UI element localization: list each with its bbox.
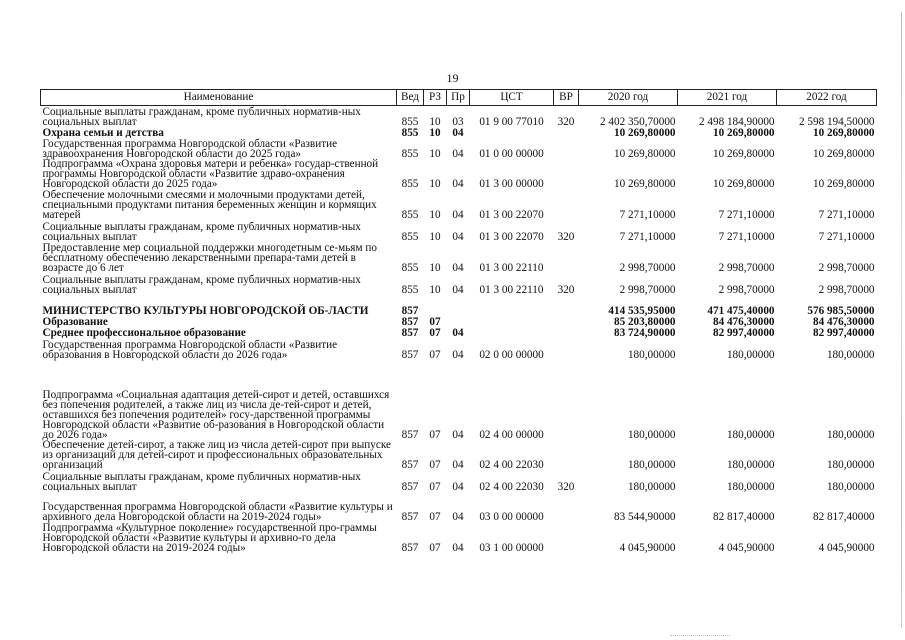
table-row [41, 440, 877, 470]
row-cst: 01 3 00 22070 [479, 230, 544, 243]
row-ved: 857 [401, 326, 419, 339]
row-name: Обеспечение молочными смесями и молочными продуктами детей, специальными продуктами питания беременных женщин и кормящих матерей [42, 188, 377, 221]
row-name: Подпрограмма «Охрана здоровья матери и ребенка» государ-ственной программы Новгородской области «Развитие здраво-охранения Новгородской области до 2025 года» [42, 157, 379, 190]
row-value-2020: 180,00000 [627, 480, 676, 493]
row-rz: 07 [429, 428, 441, 441]
row-value-2020: 2 998,70000 [619, 261, 676, 274]
row-pr: 04 [452, 541, 464, 554]
row-vr [554, 159, 579, 189]
header-2022: 2022 год [777, 90, 877, 106]
row-value-2020: 83 724,90000 [613, 326, 676, 339]
row-pr: 04 [452, 147, 464, 160]
row-value-2020: 180,00000 [627, 428, 676, 441]
row-vr [554, 189, 579, 220]
row-pr: 04 [452, 510, 464, 523]
row-vr [554, 316, 579, 327]
row-value-2022: 7 271,10000 [818, 230, 875, 243]
row-value-2022: 84 476,30000 [812, 315, 875, 328]
row-name: Образование [42, 315, 108, 328]
row-value-2021: 82 817,40000 [712, 510, 775, 523]
row-rz: 10 [429, 283, 441, 296]
row-vr [554, 360, 579, 440]
row-cst [470, 327, 554, 338]
row-rz: 10 [429, 115, 441, 128]
row-value-2022: 4 045,90000 [818, 541, 875, 554]
header-name: Наименование [41, 90, 397, 106]
row-pr: 04 [452, 230, 464, 243]
row-value-2020: 7 271,10000 [619, 230, 676, 243]
row-cst: 01 3 00 22110 [479, 283, 544, 296]
row-name: Социальные выплаты гражданам, кроме публичных норматив-ных социальных выплат [42, 470, 361, 493]
header-rz: РЗ [424, 90, 447, 106]
table-row [41, 492, 877, 522]
row-ved: 855 [401, 261, 419, 274]
row-pr: 04 [452, 261, 464, 274]
row-rz: 10 [429, 147, 441, 160]
row-value-2020: 83 544,90000 [613, 510, 676, 523]
table-row [41, 159, 877, 189]
table-row [41, 273, 877, 295]
row-value-2020: 4 045,90000 [619, 541, 676, 554]
row-value-2022: 180,00000 [826, 428, 875, 441]
row-value-2021: 7 271,10000 [718, 230, 775, 243]
row-value-2022: 2 998,70000 [818, 261, 875, 274]
page-number: 19 [446, 71, 459, 85]
row-value-2021: 2 998,70000 [718, 261, 775, 274]
row-value-2021: 2 998,70000 [718, 283, 775, 296]
row-ved: 855 [401, 208, 419, 221]
row-rz: 10 [429, 177, 441, 190]
row-ved: 855 [401, 177, 419, 190]
row-value-2021: 180,00000 [726, 458, 775, 471]
row-rz: 07 [429, 326, 441, 339]
row-value-2022: 10 269,80000 [812, 147, 875, 160]
table-row [41, 470, 877, 492]
row-value-2022: 10 269,80000 [812, 126, 875, 139]
header-pr: Пр [447, 90, 470, 106]
row-rz: 10 [429, 208, 441, 221]
row-vr [554, 327, 579, 338]
row-vr: 320 [557, 283, 575, 296]
table-row [41, 138, 877, 159]
row-vr [554, 522, 579, 553]
row-vr [554, 295, 579, 316]
row-pr [447, 316, 470, 327]
row-ved: 855 [401, 147, 419, 160]
row-value-2022: 82 997,40000 [812, 326, 875, 339]
table-row [41, 295, 877, 316]
row-cst: 02 0 00 00000 [479, 348, 544, 361]
row-pr: 04 [452, 177, 464, 190]
row-rz [424, 295, 447, 316]
row-value-2020: 2 402 350,70000 [599, 115, 676, 128]
row-pr: 04 [452, 480, 464, 493]
row-pr: 04 [452, 208, 464, 221]
row-value-2021: 2 498 184,90000 [698, 115, 775, 128]
row-rz: 07 [429, 480, 441, 493]
row-rz: 07 [429, 541, 441, 554]
table-row [41, 127, 877, 138]
row-ved: 855 [401, 115, 419, 128]
row-vr: 320 [557, 230, 575, 243]
header-2020: 2020 год [579, 90, 678, 106]
row-value-2022: 2 598 194,50000 [798, 115, 875, 128]
table-row [41, 338, 877, 360]
budget-table [40, 89, 877, 553]
row-pr: 04 [452, 428, 464, 441]
row-pr: 04 [452, 348, 464, 361]
table-row [41, 189, 877, 220]
row-value-2022: 82 817,40000 [812, 510, 875, 523]
row-value-2021: 82 997,40000 [712, 326, 775, 339]
row-value-2022: 7 271,10000 [818, 208, 875, 221]
row-value-2020: 85 203,80000 [613, 315, 676, 328]
row-ved: 857 [401, 510, 419, 523]
row-name: Социальные выплаты гражданам, кроме публичных норматив-ных социальных выплат [42, 220, 361, 243]
row-cst: 03 1 00 00000 [479, 541, 544, 554]
row-value-2021: 10 269,80000 [712, 126, 775, 139]
header-cst: ЦСТ [470, 90, 554, 106]
row-value-2021: 84 476,30000 [712, 315, 775, 328]
row-name: Охрана семьи и детства [42, 126, 164, 139]
row-pr: 04 [452, 326, 464, 339]
row-value-2020: 2 998,70000 [619, 283, 676, 296]
row-name: Среднее профессиональное образование [42, 326, 246, 339]
row-value-2020: 180,00000 [627, 348, 676, 361]
row-rz: 07 [429, 348, 441, 361]
header-vr: ВР [554, 90, 579, 106]
row-ved: 857 [401, 480, 419, 493]
row-name: МИНИСТЕРСТВО КУЛЬТУРЫ НОВГОРОДСКОЙ ОБ-ЛАСТИ [42, 304, 369, 317]
row-vr [554, 127, 579, 138]
row-value-2021: 471 475,40000 [707, 304, 775, 317]
row-name: Государственная программа Новгородской области «Развитие образования в Новгородской области до 2026 года» [42, 338, 338, 361]
row-value-2022: 180,00000 [826, 458, 875, 471]
row-ved: 857 [401, 315, 419, 328]
row-ved: 857 [401, 304, 419, 317]
row-rz: 07 [429, 510, 441, 523]
header-2021: 2021 год [678, 90, 777, 106]
row-cst: 02 4 00 22030 [479, 480, 544, 493]
row-name: Социальные выплаты гражданам, кроме публичных норматив-ных социальных выплат [42, 105, 361, 128]
table-body [41, 106, 877, 553]
row-cst: 03 0 00 00000 [479, 510, 544, 523]
row-name: Социальные выплаты гражданам, кроме публичных норматив-ных социальных выплат [42, 273, 361, 296]
row-pr: 04 [452, 283, 464, 296]
row-value-2021: 180,00000 [726, 428, 775, 441]
row-value-2021: 10 269,80000 [712, 177, 775, 190]
row-value-2021: 180,00000 [726, 480, 775, 493]
row-value-2020: 10 269,80000 [613, 147, 676, 160]
row-rz: 10 [429, 261, 441, 274]
row-value-2022: 180,00000 [826, 348, 875, 361]
row-vr [554, 492, 579, 522]
table-row [41, 242, 877, 273]
row-value-2021: 180,00000 [726, 348, 775, 361]
row-cst: 02 4 00 00000 [479, 428, 544, 441]
row-value-2022: 180,00000 [826, 480, 875, 493]
row-cst: 01 0 00 00000 [479, 147, 544, 160]
row-value-2021: 4 045,90000 [718, 541, 775, 554]
table-row [41, 106, 877, 127]
row-rz: 07 [429, 458, 441, 471]
row-value-2020: 180,00000 [627, 458, 676, 471]
table-row [41, 522, 877, 553]
row-vr: 320 [557, 115, 575, 128]
row-cst: 02 4 00 22030 [479, 458, 544, 471]
scan-artifact [670, 633, 730, 636]
row-value-2021: 10 269,80000 [712, 147, 775, 160]
row-name: Обеспечение детей-сирот, а также лиц из числа детей-сирот при выпуске из организаций для детей-сирот и профессиональных образовательных организаций [42, 438, 391, 471]
row-vr [554, 440, 579, 470]
row-cst: 01 3 00 22110 [479, 261, 544, 274]
row-value-2021: 7 271,10000 [718, 208, 775, 221]
row-cst: 01 3 00 22070 [479, 208, 544, 221]
row-name: Подпрограмма «Культурное поколение» государственной про-граммы Новгородской области «Развитие культуры и архивно-го дела Новгородской области на 2019-2024 годы» [42, 521, 377, 554]
row-cst [470, 295, 554, 316]
row-rz: 07 [429, 315, 441, 328]
row-vr [554, 242, 579, 273]
row-cst: 01 9 00 77010 [479, 115, 544, 128]
row-vr: 320 [557, 480, 575, 493]
row-ved: 857 [401, 541, 419, 554]
row-pr: 04 [452, 126, 464, 139]
row-name: Государственная программа Новгородской области «Развитие культуры и архивного дела Новгородской области на 2019-2024 годы» [42, 500, 393, 523]
row-ved: 855 [401, 283, 419, 296]
table-row [41, 327, 877, 338]
row-name: Предоставление мер социальной поддержки многодетным се-мьям по бесплатному обеспечению лекарственными препара-тами детей в возрасте до 6 лет [42, 241, 377, 274]
row-value-2020: 10 269,80000 [613, 126, 676, 139]
scan-edge [901, 12, 902, 628]
row-rz: 10 [429, 126, 441, 139]
row-value-2020: 10 269,80000 [613, 177, 676, 190]
row-cst [470, 316, 554, 327]
table-row [41, 316, 877, 327]
table-row [41, 220, 877, 242]
row-ved: 857 [401, 458, 419, 471]
row-ved: 855 [401, 126, 419, 139]
row-cst: 01 3 00 00000 [479, 177, 544, 190]
row-value-2022: 2 998,70000 [818, 283, 875, 296]
row-name: Государственная программа Новгородской области «Развитие здравоохранения Новгородской области до 2025 года» [42, 137, 338, 160]
table-header-row [41, 90, 877, 106]
row-ved: 857 [401, 348, 419, 361]
row-cst [470, 127, 554, 138]
row-value-2022: 10 269,80000 [812, 177, 875, 190]
row-pr [447, 295, 470, 316]
row-ved: 857 [401, 428, 419, 441]
row-rz: 10 [429, 230, 441, 243]
row-name: Подпрограмма «Социальная адаптация детей-сирот и детей, оставшихся без попечения родителей, а также лиц из числа де-тей-сирот и детей, оставшихся без попечения родителей» госу-дарственной программы Новгородской области «Развитие об-разования в Новгородской области до 2026 года» [42, 388, 390, 441]
table-row [41, 360, 877, 440]
row-value-2020: 7 271,10000 [619, 208, 676, 221]
row-pr: 03 [452, 115, 464, 128]
row-vr [554, 338, 579, 360]
row-pr: 04 [452, 458, 464, 471]
row-ved: 855 [401, 230, 419, 243]
row-value-2020: 414 535,95000 [608, 304, 676, 317]
row-value-2022: 576 985,50000 [807, 304, 875, 317]
header-ved: Вед [397, 90, 424, 106]
row-vr [554, 138, 579, 159]
